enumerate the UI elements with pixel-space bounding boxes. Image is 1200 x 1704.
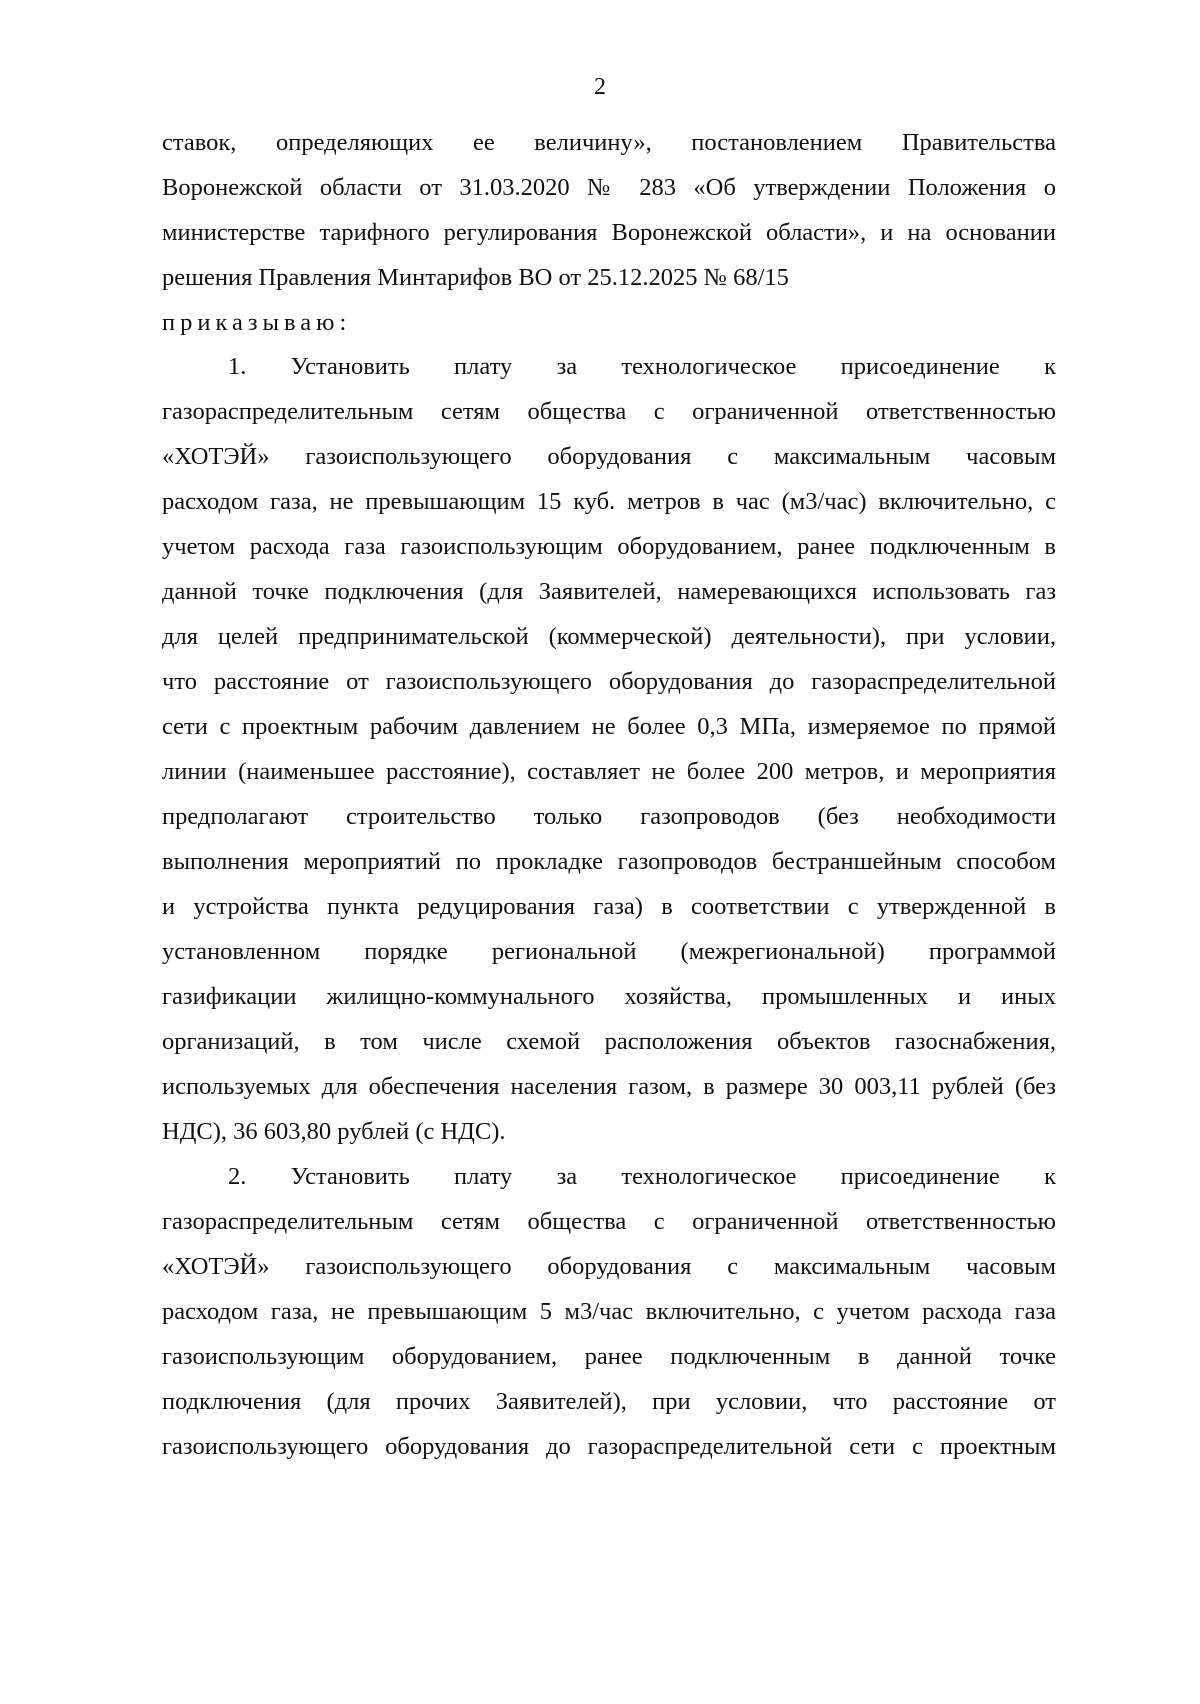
item-2-line: 2. Установить плату за технологическое присоединение к	[228, 1163, 1056, 1190]
preamble-line: решения Правления Минтарифов ВО от 25.12.2025 № 68/15	[162, 264, 789, 291]
preamble-line: ставок, определяющих ее величину», постановлением Правительства	[162, 129, 1056, 156]
item-1-line: расходом газа, не превышающим 15 куб. метров в час (м3/час) включительно, с	[162, 488, 1056, 515]
item-1-price-line: НДС), 36 603,80 рублей (с НДС).	[162, 1118, 506, 1145]
item-2-line: газораспределительным сетям общества с ограниченной ответственностью	[162, 1208, 1056, 1235]
item-2-line: газоиспользующим оборудованием, ранее подключенным в данной точке	[162, 1343, 1056, 1370]
item-1-line: сети с проектным рабочим давлением не более 0,3 МПа, измеряемое по прямой	[162, 713, 1056, 740]
page-number: 2	[594, 74, 606, 100]
item-1-line: и устройства пункта редуцирования газа) в соответствии с утвержденной в	[162, 893, 1056, 920]
item-1-line: газификации жилищно-коммунального хозяйства, промышленных и иных	[162, 983, 1056, 1010]
item-1-line: данной точке подключения (для Заявителей, намеревающихся использовать газ	[162, 578, 1056, 605]
item-1-line: выполнения мероприятий по прокладке газопроводов бестраншейным способом	[162, 848, 1056, 875]
item-1-line: для целей предпринимательской (коммерческой) деятельности), при условии,	[162, 623, 1056, 650]
item-1-price-line: используемых для обеспечения населения газом, в размере 30 003,11 рублей (без	[162, 1073, 1056, 1100]
item-2-line: газоиспользующего оборудования до газораспределительной сети с проектным	[162, 1433, 1056, 1460]
item-1-line: предполагают строительство только газопроводов (без необходимости	[162, 803, 1056, 830]
item-1-line: линии (наименьшее расстояние), составляет не более 200 метров, и мероприятия	[162, 758, 1056, 785]
item-2-line: подключения (для прочих Заявителей), при условии, что расстояние от	[162, 1388, 1056, 1415]
order-word: приказываю:	[162, 309, 352, 336]
item-1-line: организаций, в том числе схемой расположения объектов газоснабжения,	[162, 1028, 1056, 1055]
item-1-line: «ХОТЭЙ» газоиспользующего оборудования с максимальным часовым	[162, 443, 1056, 470]
item-1-line: газораспределительным сетям общества с ограниченной ответственностью	[162, 398, 1056, 425]
item-2-line: расходом газа, не превышающим 5 м3/час включительно, с учетом расхода газа	[162, 1298, 1056, 1325]
item-1-line: учетом расхода газа газоиспользующим оборудованием, ранее подключенным в	[162, 533, 1056, 560]
item-1-line: что расстояние от газоиспользующего оборудования до газораспределительной	[162, 668, 1056, 695]
item-1-line: 1. Установить плату за технологическое присоединение к	[228, 353, 1056, 380]
item-2-line: «ХОТЭЙ» газоиспользующего оборудования с максимальным часовым	[162, 1253, 1056, 1280]
preamble-line: министерстве тарифного регулирования Воронежской области», и на основании	[162, 219, 1056, 246]
item-1-line: установленном порядке региональной (межрегиональной) программой	[162, 938, 1056, 965]
preamble-line: Воронежской области от 31.03.2020 № 283 «Об утверждении Положения о	[162, 174, 1056, 201]
